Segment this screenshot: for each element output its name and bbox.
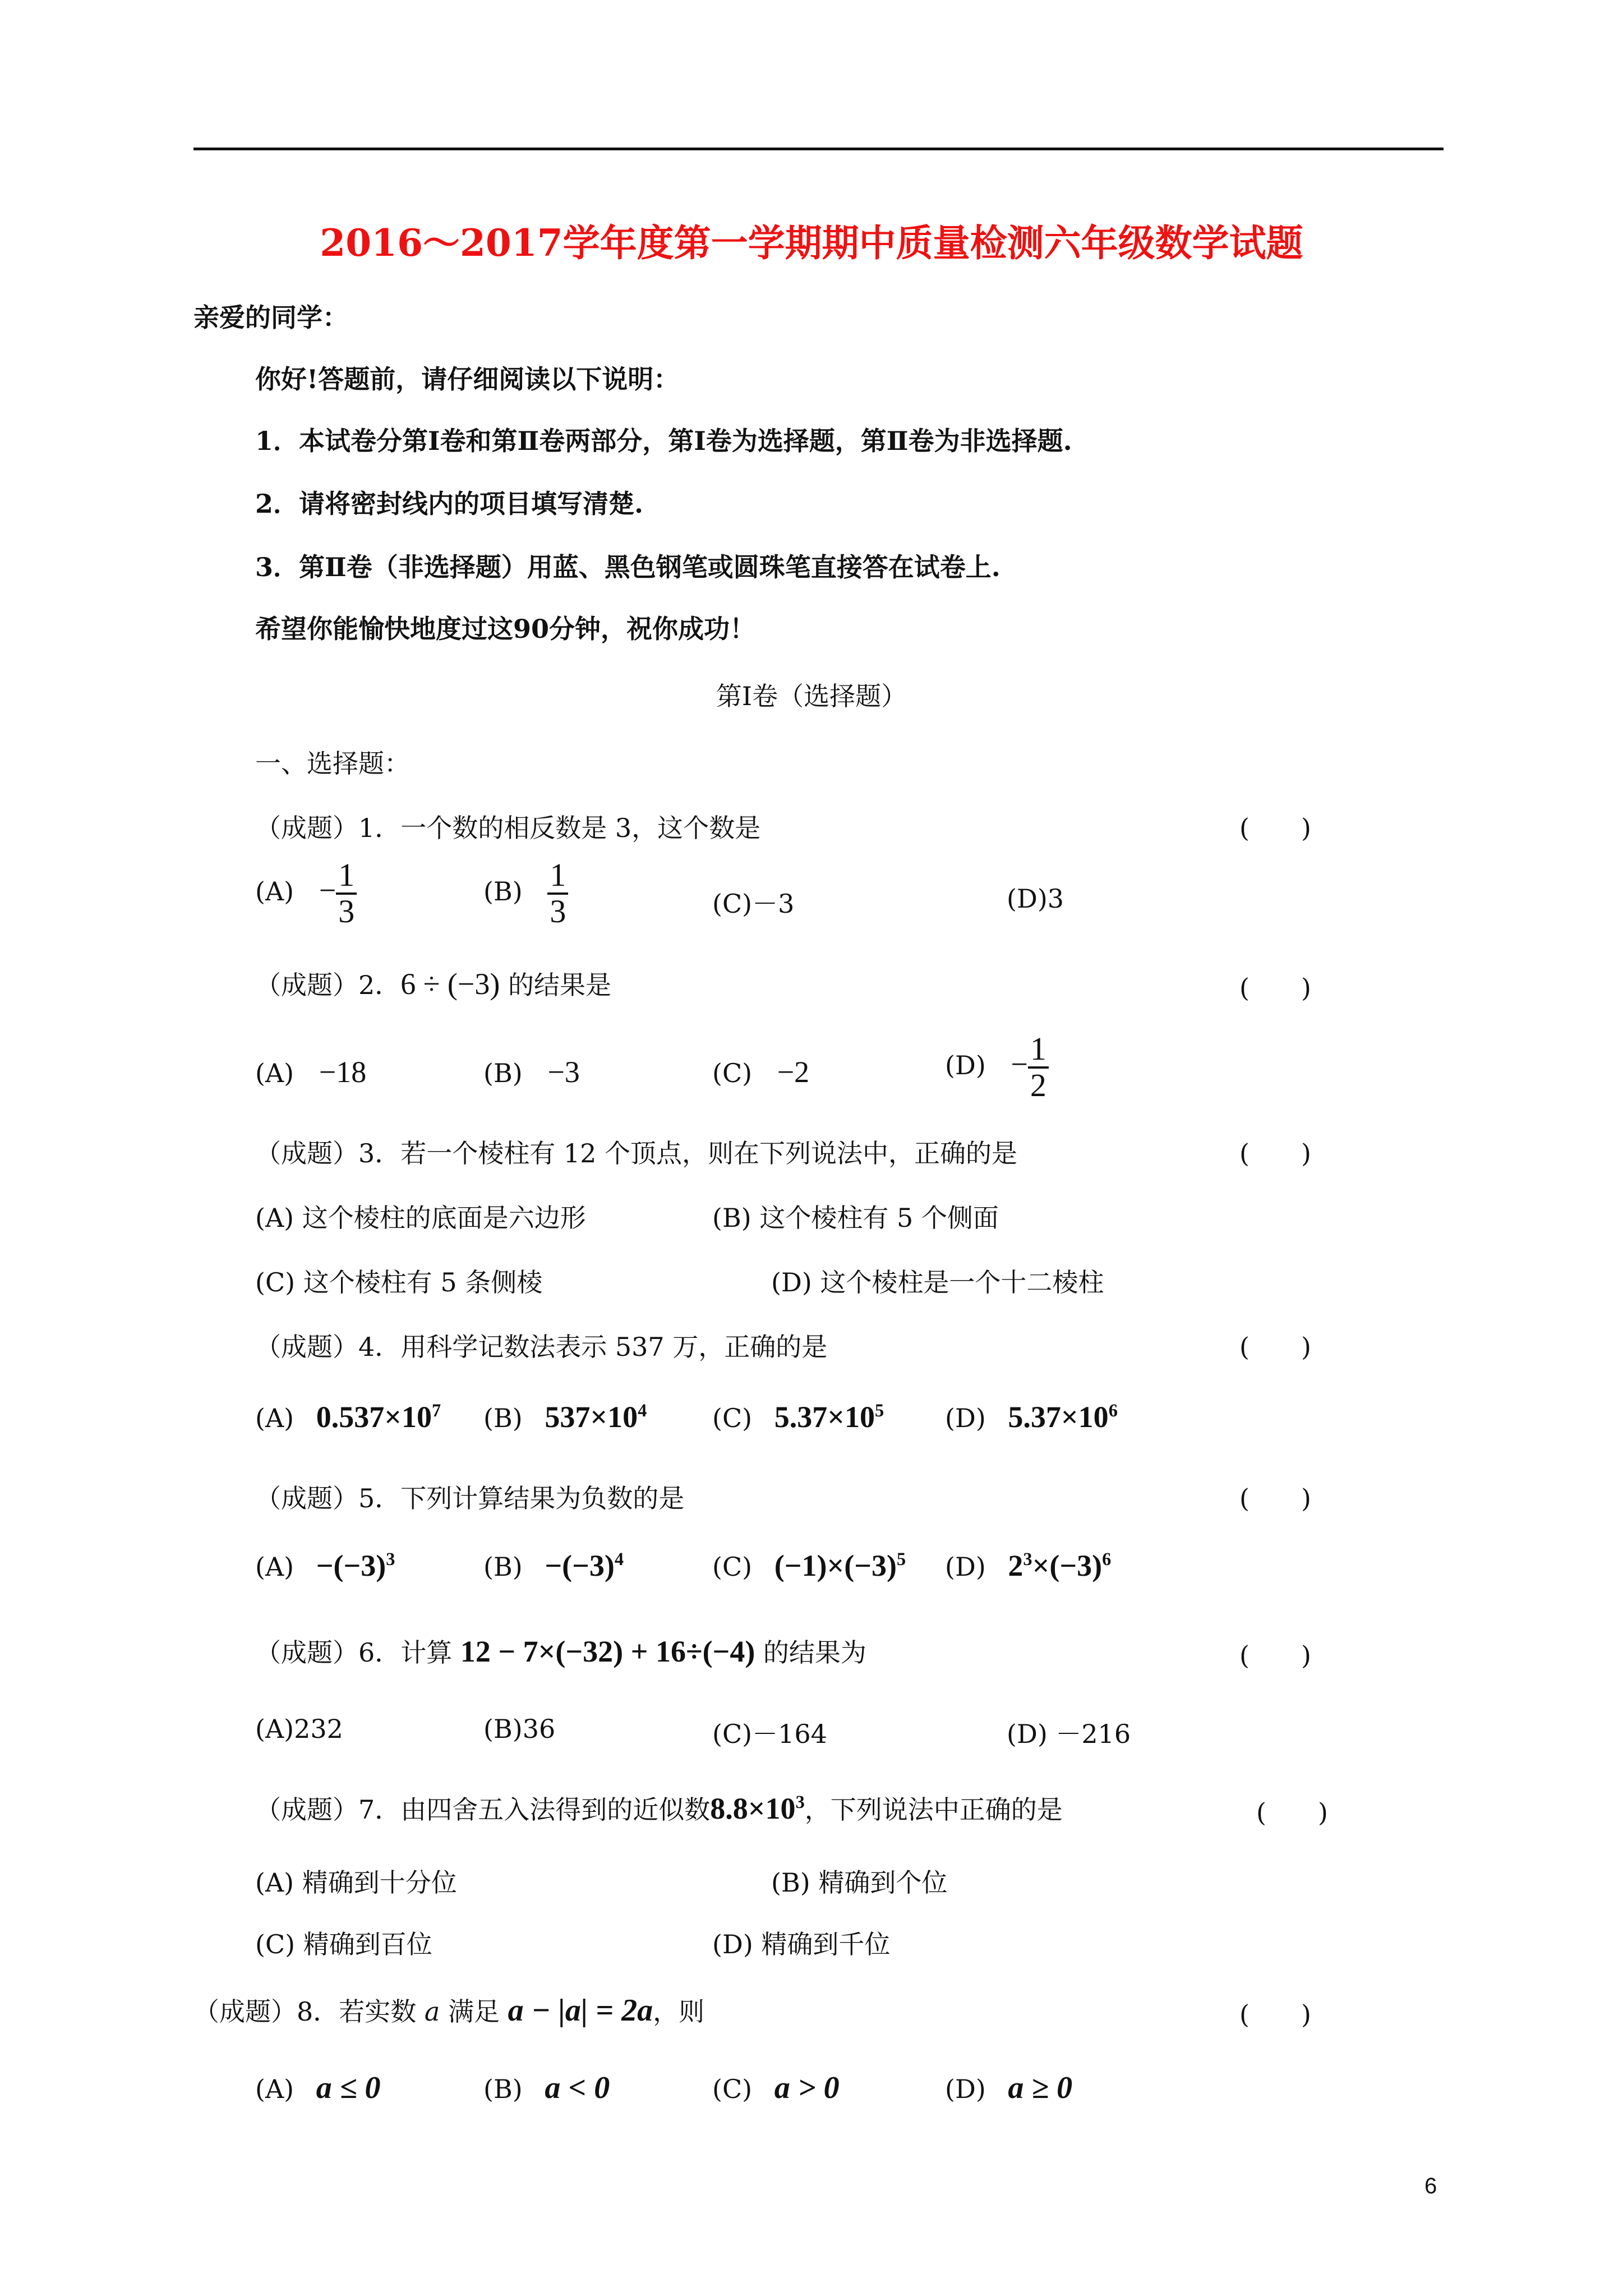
option-text: 精确到百位 [303,1929,432,1959]
instruction-item-2: 2．请将密封线内的项目填写清楚. [255,489,644,519]
math-exponent: 4 [614,1549,624,1570]
option-label: (A) [255,1714,294,1744]
math-base: 0.537×10 [316,1400,432,1434]
option-math: a < 0 [545,2070,610,2105]
option-text: 232 [294,1714,343,1744]
math-exponent: 3 [795,1792,805,1812]
option-math [316,1549,395,1582]
math-base: 8.8×10 [710,1792,796,1825]
question-7-stem [255,1789,1063,1826]
question-4-stem: （成题）4．用科学记数法表示 537 万，正确的是 [255,1332,828,1362]
question-8-option-c [712,2070,840,2106]
stem-math [710,1792,804,1825]
fraction [1028,1032,1049,1103]
question-7-option-a [255,1862,457,1899]
stem-prefix: （成题）6．计算 [255,1637,460,1668]
question-8-option-b [483,2070,610,2106]
math-base: 537×10 [545,1400,638,1434]
question-4-option-a [255,1400,441,1434]
question-8-stem [193,1991,704,2028]
question-5-stem: （成题）5．下列计算结果为负数的是 [255,1483,685,1513]
option-label: (D) [771,1267,812,1297]
question-1-answer-paren: ( ) [1239,813,1311,843]
question-4-option-c [712,1400,884,1434]
option-label: (D) [945,2074,986,2104]
math-base: −(−3) [545,1549,615,1582]
question-6-answer-paren: ( ) [1239,1640,1311,1671]
question-2-option-b [483,1055,580,1089]
option-label: (A) [255,2074,294,2104]
option-text: －216 [1047,1719,1131,1749]
option-label: (B) [771,1867,810,1898]
question-2-stem [255,965,611,1002]
option-label: (B) [483,1714,523,1744]
fraction-numerator: 1 [1030,1030,1046,1067]
option-label: (B) [483,876,523,907]
stem-suffix: 的结果为 [755,1637,866,1668]
stem-variable: a [424,1996,440,2027]
exam-title: 2016～2017学年度第一学期期中质量检测六年级数学试题 [320,221,1303,265]
option-label: (B) [483,1403,523,1433]
question-8-option-d [945,2070,1072,2106]
option-label: (B) [483,1552,523,1582]
option-label: (A) [255,1403,294,1433]
stem-math: a − |a| = 2a [508,1993,653,2028]
option-math [545,1400,647,1434]
instruction-hello: 你好!答题前，请仔细阅读以下说明： [255,364,680,394]
math-exponent: 5 [896,1549,906,1570]
math-base: (−1)×(−3) [774,1549,897,1582]
fraction [336,858,357,929]
option-text: 这个棱柱有 5 条侧棱 [303,1267,543,1297]
math-base: 5.37×10 [1008,1400,1109,1434]
option-text: 这个棱柱是一个十二棱柱 [820,1267,1104,1297]
option-label: (C) [712,1552,753,1582]
question-7-option-d [712,1924,890,1961]
option-label: (B) [483,2074,523,2104]
option-text: 3 [1047,884,1064,914]
math-exponent: 5 [875,1401,884,1421]
option-math [1008,1400,1117,1434]
option-math: a > 0 [774,2070,840,2105]
option-label: (D) [1007,1719,1048,1749]
option-math: a ≤ 0 [316,2070,381,2105]
option-label: (B) [712,1203,751,1233]
option-math [316,1400,441,1434]
stem-suffix: 的结果是 [500,970,611,1000]
question-7-option-c [255,1924,432,1961]
instruction-wish: 希望你能愉快地度过这90分钟，祝你成功！ [255,614,756,644]
math-pre-exponent: 3 [1023,1549,1032,1570]
question-3-stem: （成题）3．若一个棱柱有 12 个顶点，则在下列说法中，正确的是 [255,1138,1018,1168]
question-4-answer-paren: ( ) [1239,1332,1311,1362]
option-label: (D) [945,1403,986,1433]
question-7-answer-paren: ( ) [1256,1797,1328,1828]
option-label: (A) [255,1867,294,1898]
question-8-answer-paren: ( ) [1239,1999,1311,2030]
stem-mid: 满足 [440,1996,508,2027]
question-6-option-d [1007,1714,1131,1751]
fraction-denominator: 3 [550,892,566,930]
option-label: (C) [712,889,753,919]
question-4-option-b [483,1400,647,1434]
option-text: 精确到十分位 [302,1867,457,1898]
math-exponent: 6 [1102,1549,1112,1570]
option-label: (D) [945,1552,986,1582]
stem-prefix: （成题）7．由四舍五入法得到的近似数 [255,1795,711,1825]
math-base: −(−3) [316,1549,386,1582]
question-5-option-d [945,1548,1111,1583]
option-text: 这个棱柱有 5 个侧面 [759,1203,999,1233]
math-base: 5.37×10 [774,1400,875,1434]
option-label: (A) [255,1058,294,1088]
option-math [1008,1549,1111,1582]
question-3-option-b [712,1198,999,1235]
question-3-option-c [255,1262,542,1299]
question-6-stem [255,1632,866,1669]
question-2-option-a [255,1055,366,1089]
question-6-option-b [483,1714,555,1744]
option-label: (C) [712,1719,753,1749]
option-label: (D) [712,1929,753,1959]
option-label: (A) [255,1203,294,1233]
math-pre: 2 [1008,1549,1023,1582]
fraction-sign: − [319,873,336,907]
stem-suffix: ，下列说法中正确的是 [804,1795,1063,1825]
option-math [545,1549,624,1582]
question-3-answer-paren: ( ) [1239,1138,1311,1168]
math-base: ×(−3) [1032,1549,1103,1582]
question-1-option-d [1007,884,1064,914]
option-label: (C) [712,1058,753,1088]
stem-prefix: （成题）2． [255,970,401,1000]
question-4-option-d [945,1400,1118,1434]
question-1-stem: （成题）1．一个数的相反数是 3，这个数是 [255,813,761,843]
option-text: 精确到千位 [761,1929,891,1959]
option-label: (A) [255,1552,294,1582]
math-exponent: 3 [386,1549,395,1570]
option-label: (C) [712,2074,753,2104]
instruction-item-1: 1．本试卷分第Ⅰ卷和第Ⅱ卷两部分，第Ⅰ卷为选择题，第Ⅱ卷为非选择题. [255,426,1072,456]
question-5-option-a [255,1548,395,1583]
question-2-answer-paren: ( ) [1239,973,1311,1003]
fraction-numerator: 1 [338,857,355,893]
stem-math: 12 − 7×(−32) + 16÷(−4) [460,1635,755,1668]
option-text: 36 [522,1714,556,1744]
question-3-option-d [771,1262,1104,1299]
question-3-option-a [255,1198,586,1235]
option-math: −2 [777,1055,810,1089]
section-title: 一、选择题： [255,748,410,779]
question-6-option-a [255,1714,343,1744]
option-math [774,1549,906,1582]
question-5-option-b [483,1548,624,1583]
instruction-item-3: 3．第Ⅱ卷（非选择题）用蓝、黑色钢笔或圆珠笔直接答在试卷上. [255,552,1000,582]
stem-prefix: （成题）8．若实数 [193,1996,425,2027]
option-math: a ≥ 0 [1008,2070,1073,2105]
option-text: －164 [752,1719,827,1749]
option-label: (C) [712,1403,753,1433]
question-1-option-b [483,858,568,929]
option-label: (B) [483,1058,523,1088]
question-5-option-c [712,1548,906,1583]
stem-suffix: ，则 [653,1996,705,2027]
fraction-denominator: 2 [1030,1066,1046,1103]
question-1-option-a [255,858,357,929]
page-number: 6 [1424,2174,1437,2198]
fraction-denominator: 3 [338,892,355,930]
option-label: (C) [255,1929,296,1959]
question-7-option-b [771,1862,947,1899]
option-text: －3 [752,889,795,919]
question-2-option-c [712,1055,809,1089]
option-label: (A) [255,876,294,907]
part-title: 第Ⅰ卷（选择题） [716,681,907,711]
math-exponent: 6 [1108,1401,1118,1421]
option-label: (C) [255,1267,296,1297]
option-text: 精确到个位 [818,1867,948,1898]
stem-math: 6 ÷ (−3) [400,967,500,1001]
option-math [774,1400,884,1434]
fraction-numerator: 1 [550,857,566,893]
math-exponent: 7 [432,1401,441,1421]
option-label: (D) [1007,884,1048,914]
question-2-option-d [945,1032,1049,1103]
option-text: 这个棱柱的底面是六边形 [302,1203,586,1233]
math-exponent: 4 [638,1401,647,1421]
option-math: −18 [319,1055,367,1089]
header-rule [193,148,1444,150]
question-1-option-c [712,884,794,921]
question-8-option-a [255,2070,380,2106]
greeting: 亲爱的同学： [193,302,348,333]
option-label: (D) [945,1050,986,1080]
question-5-answer-paren: ( ) [1239,1483,1311,1513]
question-6-option-c [712,1714,827,1751]
fraction-sign: − [1011,1047,1028,1081]
fraction [547,858,568,929]
option-math: −3 [547,1055,580,1089]
